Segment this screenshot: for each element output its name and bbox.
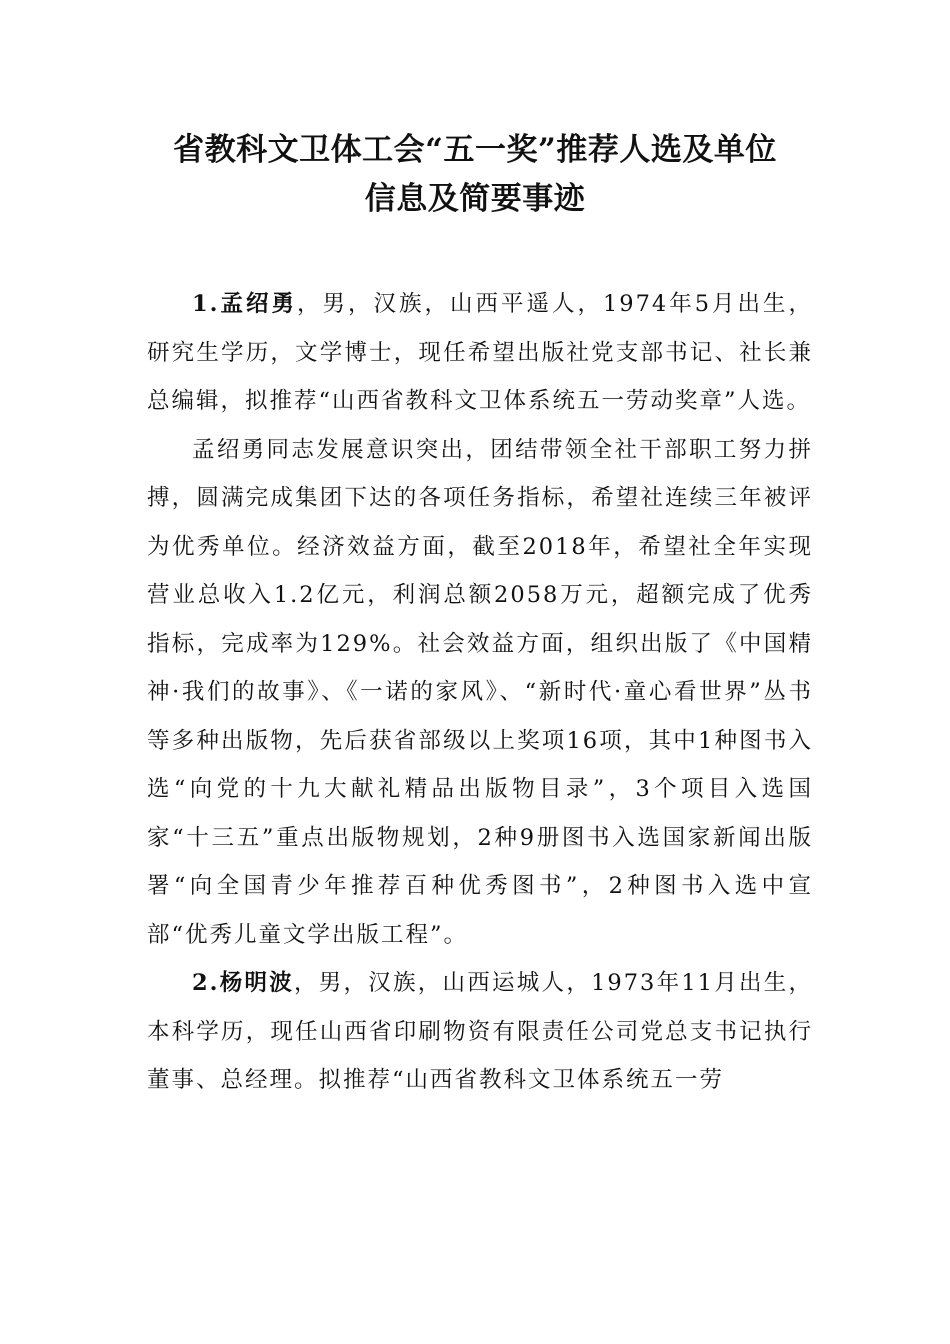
document-body: [147, 280, 813, 1105]
paragraph-text: ，男，汉族，山西运城人，1973年11月出生，本科学历，现任山西省印刷物资有限责任公司党总支书记执行董事、总经理。拟推荐“山西省教科文卫体系统五一劳: [147, 970, 813, 1093]
paragraph-candidate-2: [147, 959, 813, 1105]
candidate-name: 2.杨明波: [192, 970, 295, 996]
document-title-line-2: 信息及简要事迹: [364, 181, 586, 217]
paragraph-text: 孟绍勇同志发展意识突出，团结带领全社干部职工努力拼搏，圆满完成集团下达的各项任务指标，希望社连续三年被评为优秀单位。经济效益方面，截至2018年，希望社全年实现营业总收入1.2亿元，利润总额2058万元，超额完成了优秀指标，完成率为129%。社会效益方面，组织出版了《中国精神·我们的故事》、《一诺的家风》、“新时代·童心看世界”丛书等多种出版物，先后获省部级以上奖项16项，其中1种图书入选“向党的十九大献礼精品出版物目录”，3个项目入选国家“十三五”重点出版物规划，2种9册图书入选国家新闻出版署“向全国青少年推荐百种优秀图书”，2种图书入选中宣部“优秀儿童文学出版工程”。: [147, 436, 813, 948]
paragraph-candidate-1-deeds: [147, 426, 813, 960]
paragraph-text: ，男，汉族，山西平遥人，1974年5月出生，研究生学历，文学博士，现任希望出版社党支部书记、社长兼总编辑，拟推荐“山西省教科文卫体系统五一劳动奖章”人选。: [147, 291, 813, 414]
candidate-name: 1.孟绍勇: [192, 291, 297, 317]
paragraph-candidate-1: [147, 280, 813, 426]
document-title-line-1: 省教科文卫体工会“五一奖”推荐人选及单位: [173, 132, 777, 168]
